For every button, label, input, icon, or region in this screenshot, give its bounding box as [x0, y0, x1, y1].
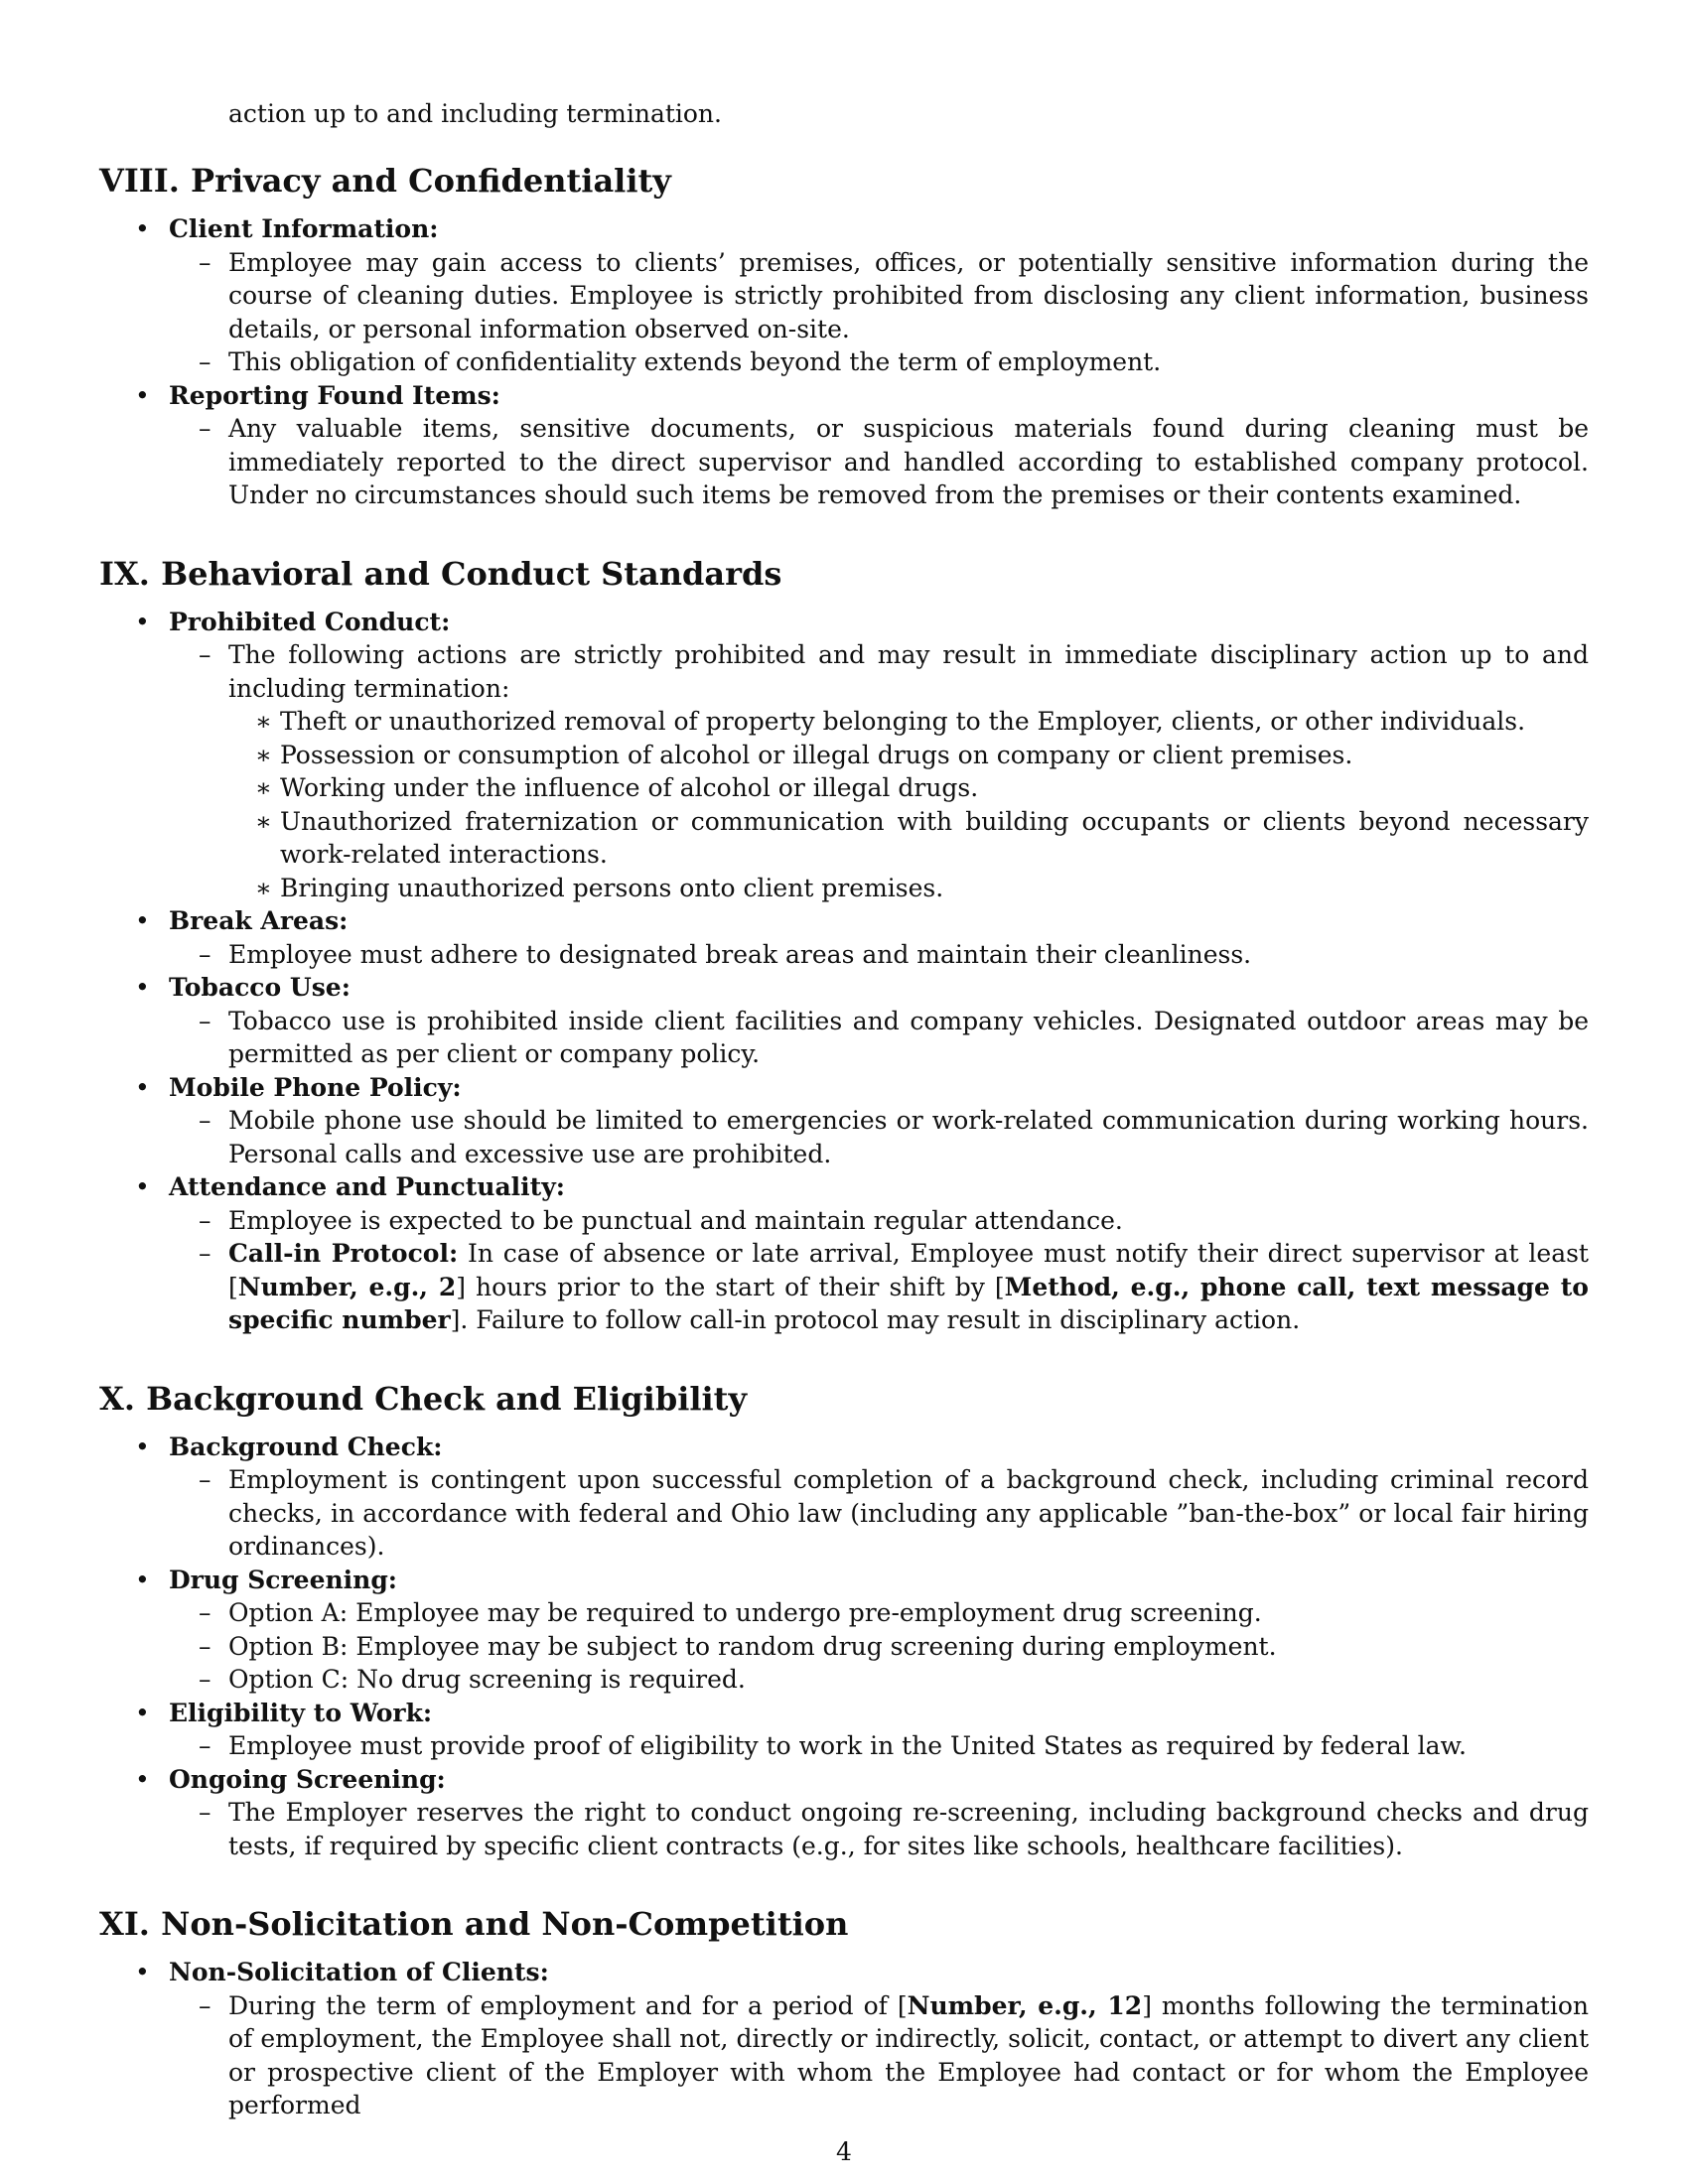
section-list [99, 1956, 1589, 2122]
section-heading: XI. Non-Solicitation and Non-Competition [99, 1905, 849, 1943]
section-heading: X. Background Check and Eligibility [99, 1379, 748, 1418]
page-content [99, 0, 1589, 2122]
point-item: ∗ Unauthorized fraternization or communication with building occupants or clients beyond necessary work-related interactions. [228, 805, 1589, 872]
point-item: ∗ Possession or consumption of alcohol or illegal drugs on company or client premises. [228, 739, 1589, 772]
sub-item: – Employee may gain access to clients’ premises, offices, or potentially sensitive information during the course of cleaning duties. Employee is strictly prohibited from disclosing any client information, business details, or personal information observed on-site. [169, 246, 1589, 346]
sub-list [169, 1005, 1589, 1071]
section-non-solicitation [99, 1904, 1589, 2122]
call-in-label: Call-in Protocol: [228, 1239, 459, 1268]
call-in-text: ] hours prior to the start of their shift by [ [456, 1272, 1005, 1301]
list-item [99, 1071, 1589, 1171]
sub-item [169, 638, 1589, 904]
sub-item: – Option A: Employee may be required to undergo pre-employment drug screening. [169, 1596, 1589, 1630]
list-item [99, 1431, 1589, 1564]
non-solicit-text: During the term of employment and for a period of [ [228, 1990, 908, 2020]
section-list [99, 212, 1589, 512]
sub-list [169, 1596, 1589, 1697]
item-title: Tobacco Use: [169, 973, 351, 1002]
item-title: Ongoing Screening: [169, 1764, 446, 1794]
item-title: Break Areas: [169, 906, 349, 935]
list-item [99, 1170, 1589, 1337]
list-item [99, 904, 1589, 971]
section-list [99, 606, 1589, 1337]
call-in-text: ]. Failure to follow call-in protocol may result in disciplinary action. [450, 1305, 1301, 1334]
sub-list [169, 246, 1589, 379]
continuation-text: action up to and including termination. [228, 99, 722, 128]
item-title: Mobile Phone Policy: [169, 1072, 462, 1102]
sub-item: – Option C: No drug screening is required. [169, 1663, 1589, 1697]
sub-list [169, 1796, 1589, 1862]
section-behavioral-conduct [99, 554, 1589, 1337]
list-item [99, 606, 1589, 905]
list-item [99, 212, 1589, 379]
sub-list [169, 412, 1589, 512]
sub-item-call-in [169, 1237, 1589, 1337]
item-title: Client Information: [169, 214, 439, 243]
page-number: 4 [836, 2137, 852, 2166]
sub-list [169, 1204, 1589, 1337]
call-in-text: In case of absence or late arrival, Employee must notify their direct supervisor at least [ [228, 1239, 1589, 1301]
section-privacy-confidentiality [99, 161, 1589, 512]
list-item [99, 1956, 1589, 2122]
sub-item: – Option B: Employee may be subject to random drug screening during employment. [169, 1630, 1589, 1664]
section-heading: IX. Behavioral and Conduct Standards [99, 554, 782, 593]
section-background-check [99, 1379, 1589, 1863]
sub-item: – This obligation of confidentiality extends beyond the term of employment. [169, 345, 1589, 379]
item-title: Attendance and Punctuality: [169, 1172, 565, 1201]
point-item: ∗ Theft or unauthorized removal of property belonging to the Employer, clients, or other individuals. [228, 705, 1589, 739]
item-title: Eligibility to Work: [169, 1698, 433, 1727]
point-list [228, 705, 1589, 904]
sub-item: – Employee is expected to be punctual and maintain regular attendance. [169, 1204, 1589, 1238]
sub-item: – Mobile phone use should be limited to emergencies or work-related communication during working hours. Personal calls and excessive use are prohibited. [169, 1104, 1589, 1170]
sub-item [169, 1989, 1589, 2122]
list-item [99, 971, 1589, 1071]
sub-list [169, 1989, 1589, 2122]
sub-item: – Employee must provide proof of eligibility to work in the United States as required by federal law. [169, 1729, 1589, 1763]
placeholder-method: Method, e.g., phone call, text message to specific number [228, 1272, 1589, 1334]
sub-item: – Tobacco use is prohibited inside client facilities and company vehicles. Designated outdoor areas may be permitted as per client or company policy. [169, 1005, 1589, 1071]
non-solicit-text: ] months following the termination of employment, the Employee shall not, directly or indirectly, solicit, contact, or attempt to divert any client or prospective client of the Employer with whom the Employee had contact or for whom the Employee performed [228, 1990, 1589, 2119]
placeholder-number: Number, e.g., 12 [907, 1990, 1143, 2020]
section-list [99, 1431, 1589, 1863]
sub-list [169, 1729, 1589, 1763]
sub-list [169, 638, 1589, 904]
item-title: Non-Solicitation of Clients: [169, 1958, 549, 1986]
sub-list [169, 938, 1589, 972]
list-item [99, 379, 1589, 512]
sub-list [169, 1104, 1589, 1170]
item-title: Prohibited Conduct: [169, 607, 451, 636]
sub-list [169, 1463, 1589, 1564]
list-item [99, 1697, 1589, 1763]
sub-item-text: The following actions are strictly prohibited and may result in immediate disciplinary action up to and including termination: [228, 640, 1589, 703]
sub-item: – Employee must adhere to designated break areas and maintain their cleanliness. [169, 938, 1589, 972]
item-title: Reporting Found Items: [169, 380, 500, 410]
list-item [99, 1564, 1589, 1697]
sub-item: – Any valuable items, sensitive documents, or suspicious materials found during cleaning must be immediately reported to the direct supervisor and handled according to established company protocol. Under no circumstances should such items be removed from the premises or their contents examined. [169, 412, 1589, 512]
item-title: Drug Screening: [169, 1565, 398, 1594]
sub-item: – Employment is contingent upon successful completion of a background check, including criminal record checks, in accordance with federal and Ohio law (including any applicable ”ban-the-box” or local fair hiring ordinances). [169, 1463, 1589, 1564]
placeholder-number: Number, e.g., 2 [237, 1272, 457, 1301]
section-heading: VIII. Privacy and Confidentiality [99, 162, 671, 200]
sub-item: – The Employer reserves the right to conduct ongoing re-screening, including background checks and drug tests, if required by specific client contracts (e.g., for sites like schools, healthcare facilities). [169, 1796, 1589, 1862]
point-item: ∗ Working under the influence of alcohol or illegal drugs. [228, 771, 1589, 805]
list-item [99, 1763, 1589, 1863]
item-title: Background Check: [169, 1432, 443, 1461]
point-item: ∗ Bringing unauthorized persons onto client premises. [228, 872, 1589, 905]
